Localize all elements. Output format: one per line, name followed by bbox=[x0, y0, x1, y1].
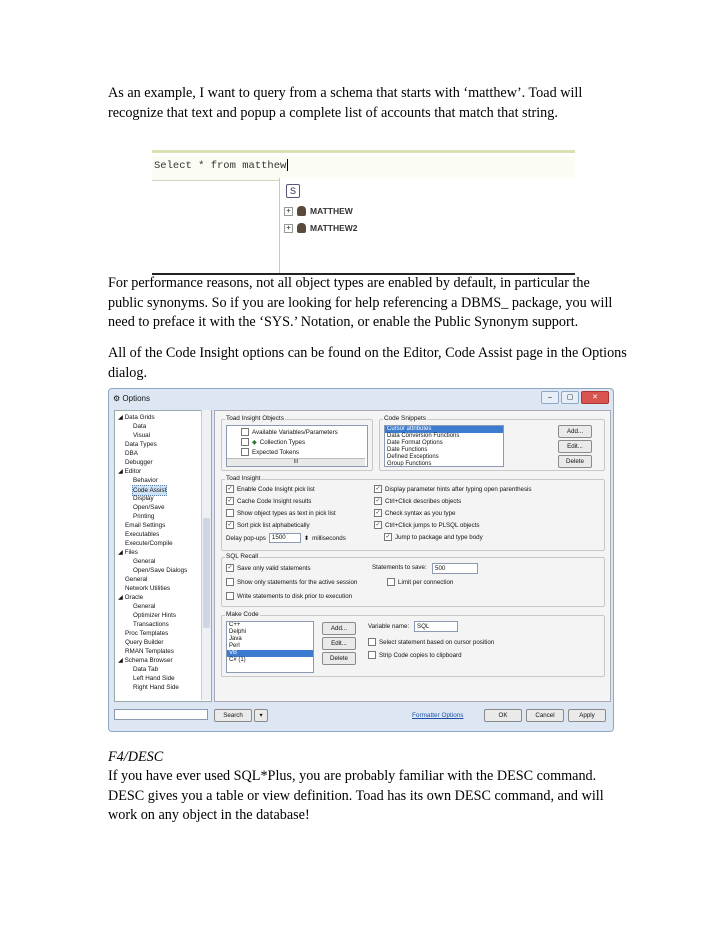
tree-item-schema-browser[interactable]: ◢ Schema Browser bbox=[118, 657, 173, 664]
jump-package-checkbox[interactable]: ✓ Jump to package and type body bbox=[385, 533, 483, 541]
tree-item-oracle-general[interactable]: General bbox=[133, 603, 156, 610]
autocomplete-screenshot bbox=[152, 150, 575, 275]
minimize-button[interactable]: – bbox=[541, 391, 559, 404]
snippet-item[interactable]: Data Conversion Functions bbox=[387, 433, 460, 439]
statements-to-save-input[interactable]: 500 bbox=[432, 563, 478, 574]
tree-item-optimizer-hints[interactable]: Optimizer Hints bbox=[133, 612, 177, 619]
tree-item-data-types[interactable]: Data Types bbox=[125, 441, 157, 448]
tree-item-right-hand-side[interactable]: Right Hand Side bbox=[133, 684, 179, 691]
tree-item-visual[interactable]: Visual bbox=[133, 432, 151, 439]
sql-code-text: Select * from matthew bbox=[154, 159, 287, 172]
expand-icon[interactable]: + bbox=[284, 207, 293, 216]
delay-popups-row bbox=[226, 533, 346, 543]
enable-pick-list-checkbox[interactable]: ✓ Enable Code Insight pick list bbox=[227, 485, 315, 493]
sql-code-line bbox=[154, 159, 288, 172]
sort-alpha-checkbox[interactable]: ✓ Sort pick list alphabetically bbox=[227, 521, 310, 529]
popup-item[interactable] bbox=[284, 204, 353, 218]
tree-item-rman-templates[interactable]: RMAN Templates bbox=[125, 648, 174, 655]
search-button[interactable]: Search bbox=[214, 709, 252, 722]
delay-input[interactable]: 1500 bbox=[269, 533, 301, 543]
tree-item-data[interactable]: Data bbox=[133, 423, 147, 430]
make-code-label: Make Code bbox=[226, 611, 259, 618]
code-assist-panel bbox=[214, 410, 611, 702]
make-code-add-button[interactable]: Add... bbox=[322, 622, 356, 635]
tree-scrollbar[interactable] bbox=[201, 410, 211, 700]
cancel-button[interactable]: Cancel bbox=[526, 709, 564, 722]
apply-button[interactable]: Apply bbox=[568, 709, 606, 722]
popup-item[interactable] bbox=[284, 221, 358, 235]
collection-icon: ◆ bbox=[252, 438, 257, 446]
select-cursor-checkbox[interactable]: Select statement based on cursor position bbox=[368, 638, 494, 646]
language-item[interactable]: Perl bbox=[229, 643, 240, 649]
snippet-item[interactable]: Cursor attributes bbox=[385, 426, 503, 433]
language-item[interactable]: Delphi bbox=[229, 629, 247, 635]
active-session-checkbox[interactable]: Show only statements for the active session bbox=[226, 578, 357, 586]
snippet-item[interactable]: Date Functions bbox=[387, 447, 428, 453]
insight-objects-label: Toad Insight Objects bbox=[226, 415, 284, 422]
schema-icon: S bbox=[286, 184, 300, 198]
tree-item-proc-templates[interactable]: Proc Templates bbox=[125, 630, 169, 637]
maximize-button[interactable]: ▢ bbox=[561, 391, 579, 404]
tree-item-editor[interactable]: ◢ Editor bbox=[118, 468, 142, 475]
insight-objects-hscroll[interactable]: III bbox=[227, 458, 365, 466]
tree-item-display[interactable]: Display bbox=[133, 495, 154, 502]
snippet-edit-button[interactable]: Edit... bbox=[558, 440, 592, 453]
tree-item-query-builder[interactable]: Query Builder bbox=[125, 639, 164, 646]
insight-objects-group bbox=[221, 415, 373, 471]
snippet-item[interactable]: Group Functions bbox=[387, 461, 432, 467]
delay-unit: milliseconds bbox=[312, 534, 346, 542]
tree-item-transactions[interactable]: Transactions bbox=[133, 621, 169, 628]
tree-item-general[interactable]: General bbox=[125, 576, 148, 583]
desc-paragraph: If you have ever used SQL*Plus, you are probably familiar with the DESC command. DESC gives you a table or view definition. Toad has its own DESC command, and will work on any object in the database! bbox=[108, 768, 604, 823]
tree-item-oracle[interactable]: ◢ Oracle bbox=[118, 594, 144, 601]
formatter-options-link[interactable]: Formatter Options bbox=[412, 712, 464, 719]
tree-item-data-tab[interactable]: Data Tab bbox=[133, 666, 159, 673]
make-code-edit-button[interactable]: Edit... bbox=[322, 637, 356, 650]
tree-item-email-settings[interactable]: Email Settings bbox=[125, 522, 166, 529]
make-code-delete-button[interactable]: Delete bbox=[322, 652, 356, 665]
show-types-checkbox[interactable]: Show object types as text in pick list bbox=[226, 509, 336, 517]
user-icon bbox=[297, 223, 306, 233]
tree-item-left-hand-side[interactable]: Left Hand Side bbox=[133, 675, 175, 682]
cache-results-checkbox[interactable]: ✓ Cache Code Insight results bbox=[227, 497, 312, 505]
save-valid-checkbox[interactable]: ✓ Save only valid statements bbox=[227, 564, 311, 572]
dialog-title-bar bbox=[113, 392, 150, 406]
tree-item-data-grids[interactable]: ◢ Data Grids bbox=[118, 414, 155, 421]
expand-icon[interactable]: + bbox=[284, 224, 293, 233]
tree-item-code-assist[interactable]: Code Assist bbox=[133, 487, 167, 494]
code-insight-paragraph: All of the Code Insight options can be found on the Editor, Code Assist page in the Options dialog. bbox=[108, 345, 627, 381]
toad-insight-label: Toad Insight bbox=[226, 475, 261, 482]
performance-paragraph: For performance reasons, not all object types are enabled by default, in particular the public synonyms. So if you are looking for help referencing a DBMS_ package, you will need to preface it with the ‘SYS.’ Notation, or enable the Public Synonym support. bbox=[108, 275, 613, 330]
snippet-item[interactable]: Date Format Options bbox=[387, 440, 443, 446]
snippet-delete-button[interactable]: Delete bbox=[558, 455, 592, 468]
make-code-list[interactable] bbox=[226, 621, 314, 673]
language-item[interactable]: Java bbox=[229, 636, 242, 642]
write-disk-checkbox[interactable]: Write statements to disk prior to execution bbox=[226, 592, 352, 600]
tree-item-dba[interactable]: DBA bbox=[125, 450, 138, 457]
options-tree bbox=[114, 410, 212, 702]
language-item[interactable]: VB bbox=[227, 650, 313, 657]
tree-item-files-general[interactable]: General bbox=[133, 558, 156, 565]
toad-insight-group bbox=[221, 475, 605, 551]
dialog-bottom-bar bbox=[114, 706, 609, 724]
tree-item-printing[interactable]: Printing bbox=[133, 513, 155, 520]
code-snippets-label: Code Snippets bbox=[384, 415, 426, 422]
statements-to-save-row: Statements to save: bbox=[372, 564, 427, 571]
language-item[interactable]: C# (1) bbox=[229, 657, 246, 663]
tree-item-debugger[interactable]: Debugger bbox=[125, 459, 153, 466]
tree-item-execute-compile[interactable]: Execute/Compile bbox=[125, 540, 173, 547]
tree-item-open-save[interactable]: Open/Save bbox=[133, 504, 165, 511]
desc-heading: F4/DESC bbox=[108, 749, 164, 765]
sql-recall-group bbox=[221, 553, 605, 607]
insight-object-item[interactable]: ◆ Collection Types bbox=[241, 438, 305, 446]
insight-object-item[interactable]: Available Variables/Parameters bbox=[241, 428, 338, 436]
search-dropdown-button[interactable]: ▾ bbox=[254, 709, 268, 722]
variable-name-input[interactable]: SQL bbox=[414, 621, 458, 632]
popup-item-label: MATTHEW2 bbox=[310, 223, 358, 233]
check-syntax-checkbox[interactable]: ✓ Check syntax as you type bbox=[375, 509, 456, 517]
autocomplete-popup bbox=[279, 178, 576, 275]
delay-spinner[interactable]: ⬍ bbox=[303, 534, 310, 542]
code-snippets-group bbox=[379, 415, 605, 471]
tree-scroll-thumb[interactable] bbox=[203, 518, 210, 628]
tree-item-executables[interactable]: Executables bbox=[125, 531, 160, 538]
language-item[interactable]: C++ bbox=[229, 622, 241, 628]
strip-code-checkbox[interactable]: Strip Code copies to clipboard bbox=[368, 651, 462, 659]
text-caret bbox=[287, 159, 288, 171]
snippet-add-button[interactable]: Add... bbox=[558, 425, 592, 438]
make-code-group bbox=[221, 611, 605, 677]
insight-object-item[interactable]: Expected Tokens bbox=[241, 448, 299, 456]
code-snippets-list[interactable] bbox=[384, 425, 504, 467]
user-icon bbox=[297, 206, 306, 216]
window-controls bbox=[541, 391, 609, 404]
close-button[interactable]: ✕ bbox=[581, 391, 609, 404]
ok-button[interactable]: OK bbox=[484, 709, 522, 722]
snippet-item[interactable]: Defined Exceptions bbox=[387, 454, 439, 460]
insight-objects-list[interactable] bbox=[226, 425, 368, 467]
options-dialog bbox=[108, 388, 614, 732]
popup-item-label: MATTHEW bbox=[310, 206, 353, 216]
editor-top-border bbox=[152, 150, 575, 153]
ctrl-click-describe-checkbox[interactable]: ✓ Ctrl+Click describes objects bbox=[375, 497, 462, 505]
variable-name-row: Variable name: bbox=[368, 623, 410, 630]
tree-item-files[interactable]: ◢ Files bbox=[118, 549, 138, 556]
param-hints-checkbox[interactable]: ✓ Display parameter hints after typing open parenthesis bbox=[375, 485, 532, 493]
sql-recall-label: SQL Recall bbox=[226, 553, 259, 560]
limit-per-connection-checkbox[interactable]: Limit per connection bbox=[387, 578, 453, 586]
dialog-title: Options bbox=[122, 394, 150, 403]
tree-item-open-save-dialogs[interactable]: Open/Save Dialogs bbox=[133, 567, 188, 574]
intro-paragraph: As an example, I want to query from a schema that starts with ‘matthew’. Toad will recognize that text and popup a complete list of accounts that match that string. bbox=[108, 85, 583, 121]
options-icon: ⚙ bbox=[113, 394, 121, 403]
delay-label: Delay pop-ups bbox=[226, 534, 266, 542]
search-input[interactable] bbox=[114, 709, 208, 720]
tree-item-network-utilities[interactable]: Network Utilities bbox=[125, 585, 171, 592]
tree-item-behavior[interactable]: Behavior bbox=[133, 477, 158, 484]
ctrl-click-jump-checkbox[interactable]: ✓ Ctrl+Click jumps to PLSQL objects bbox=[375, 521, 480, 529]
